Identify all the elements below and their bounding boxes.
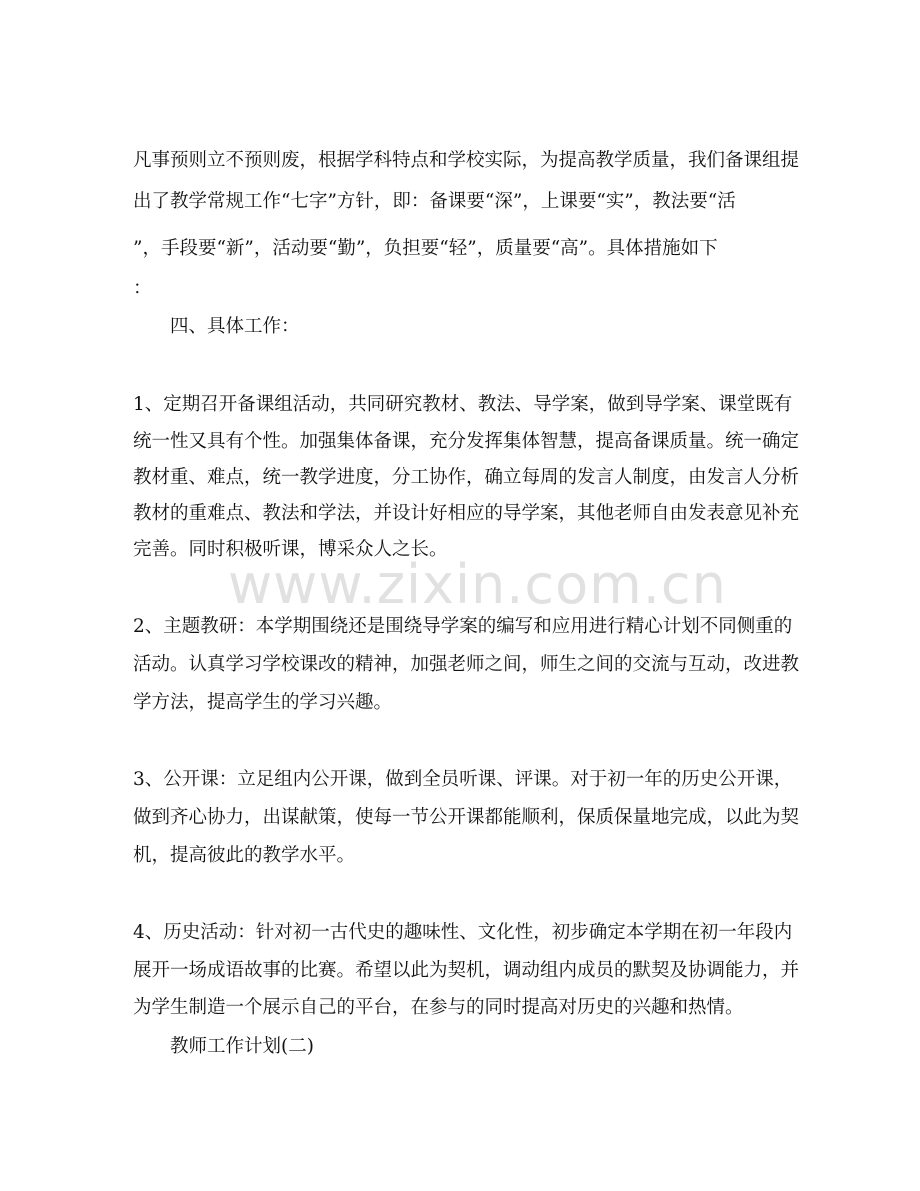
intro-line-1: 凡事预则立不预则废，根据学科特点和学校实际，为提高教学质量，我们备课组提	[133, 150, 800, 171]
item2-line-3: 学方法，提高学生的学习兴趣。	[133, 692, 393, 713]
intro-line-4: ：	[133, 278, 152, 299]
next-section-title: 教师工作计划(二)	[170, 1036, 314, 1057]
watermark: www.zixin.com.cn	[228, 553, 727, 616]
item4-line-1: 4、历史活动：针对初一古代史的趣味性、文化性，初步确定本学期在初一年段内	[133, 922, 793, 943]
item2-line-2: 活动。认真学习学校课改的精神，加强老师之间，师生之间的交流与互动，改进教	[133, 654, 800, 675]
item1-line-4: 教材的重难点、教法和学法，并设计好相应的导学案，其他老师自由发表意见补充	[133, 503, 800, 524]
item3-line-3: 机，提高彼此的教学水平。	[133, 845, 356, 866]
item3-line-1: 3、公开课：立足组内公开课，做到全员听课、评课。对于初一年的历史公开课，	[133, 769, 793, 790]
section-heading: 四、具体工作：	[170, 316, 300, 337]
item4-line-2: 展开一场成语故事的比赛。希望以此为契机，调动组内成员的默契及协调能力，并	[133, 960, 800, 981]
item2-line-1: 2、主题教研：本学期围绕还是围绕导学案的编写和应用进行精心计划不同侧重的	[133, 616, 793, 637]
item1-line-2: 统一性又具有个性。加强集体备课，充分发挥集体智慧，提高备课质量。统一确定	[133, 431, 800, 452]
item1-line-1: 1、定期召开备课组活动，共同研究教材、教法、导学案，做到导学案、课堂既有	[133, 394, 793, 415]
item3-line-2: 做到齐心协力，出谋献策，使每一节公开课都能顺利，保质保量地完成，以此为契	[133, 807, 800, 828]
intro-line-3: ”，手段要“新”，活动要“勤”，负担要“轻”，质量要“高”。具体措施如下	[133, 238, 718, 259]
item4-line-3: 为学生制造一个展示自己的平台，在参与的同时提高对历史的兴趣和热情。	[133, 997, 744, 1018]
item1-line-3: 教材重、难点，统一教学进度，分工协作，确立每周的发言人制度，由发言人分析	[133, 467, 800, 488]
intro-line-2: 出了教学常规工作“七字”方针，即：备课要“深”，上课要“实”，教法要“活	[133, 191, 736, 212]
item1-line-5: 完善。同时积极听课，博采众人之长。	[133, 539, 448, 560]
